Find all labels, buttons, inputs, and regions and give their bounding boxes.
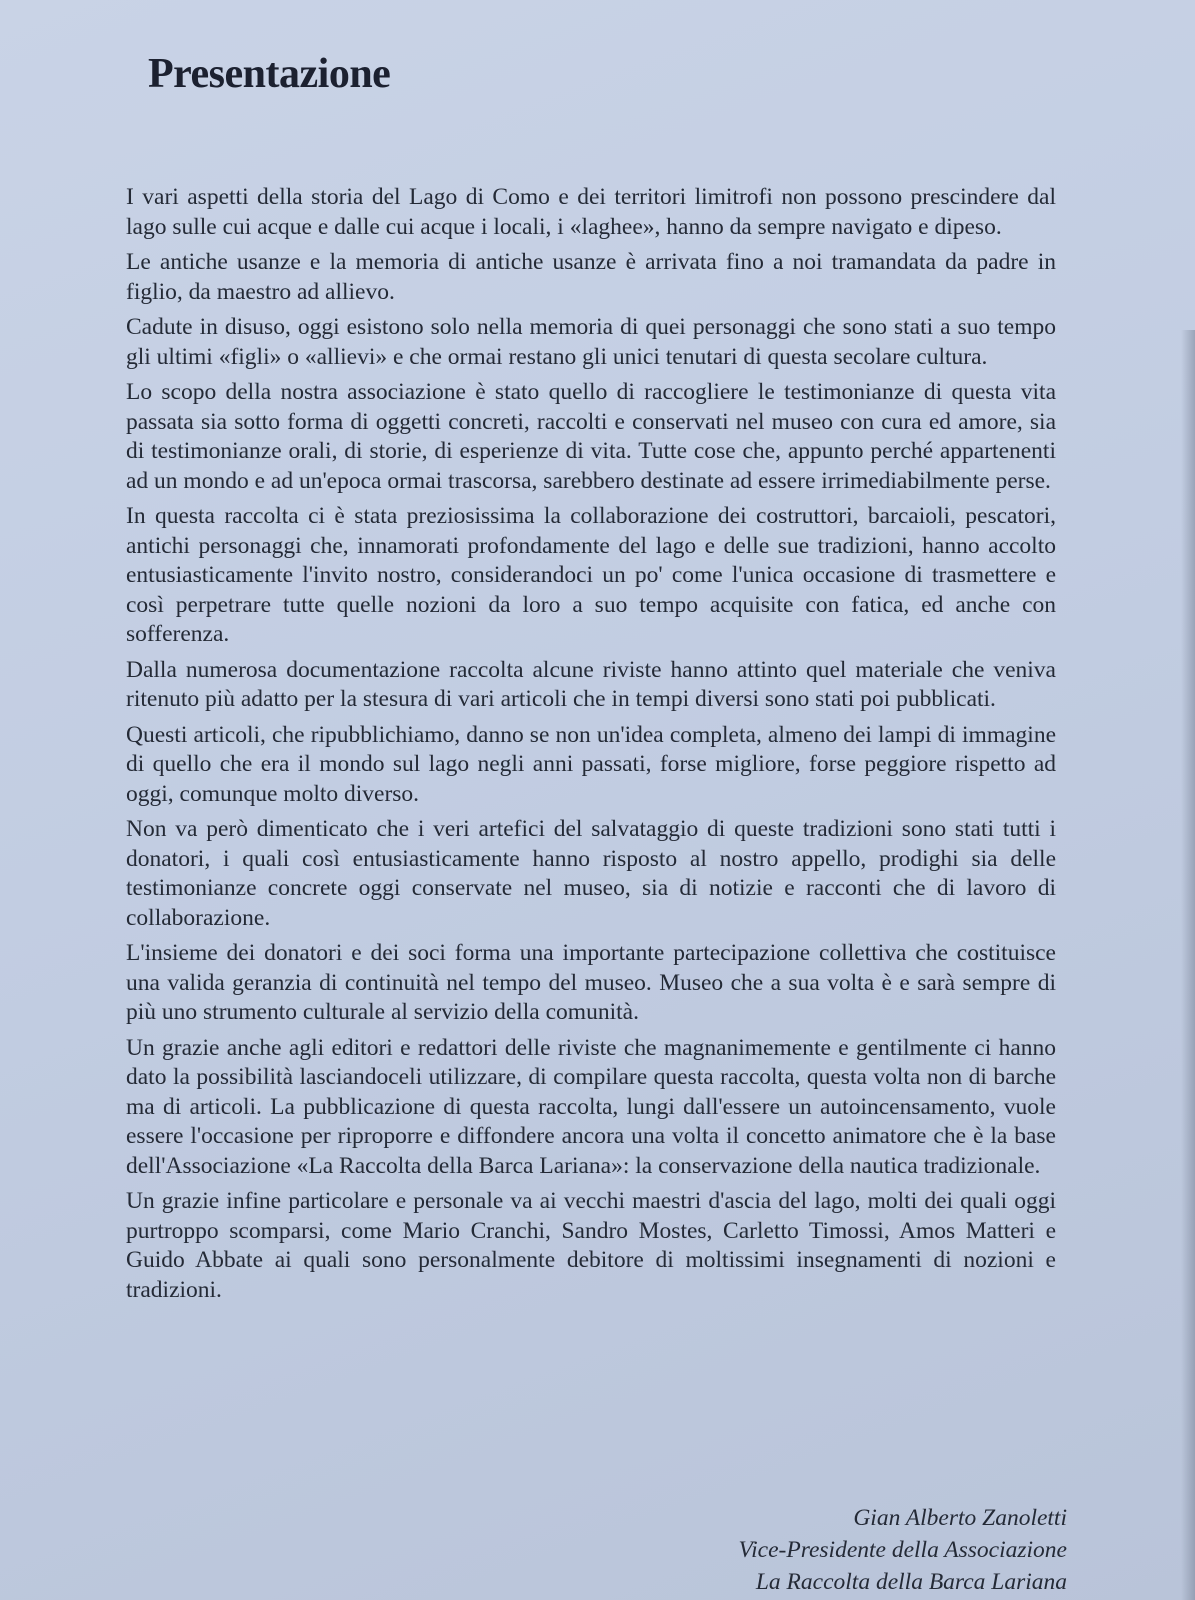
page-title: Presentazione bbox=[148, 51, 391, 97]
paragraph-1: I vari aspetti della storia del Lago di Como e dei territori limitrofi non possono prescindere dal lago sulle cui acque e dalle cui acque i locali, i «laghee», hanno da sempre navigato e dipeso. bbox=[126, 184, 1056, 240]
signature-organization: La Raccolta della Barca Lariana bbox=[755, 1569, 1067, 1595]
paragraph-6: Dalla numerosa documentazione raccolta alcune riviste hanno attinto quel materiale che veniva ritenuto più adatto per la stesura di vari articoli che in tempi diversi sono stati poi pubblicati. bbox=[126, 656, 1056, 712]
paragraph-11: Un grazie infine particolare e personale va ai vecchi maestri d'ascia del lago, molti dei quali oggi purtroppo scomparsi, come Mario Cranchi, Sandro Mostes, Carletto Timossi, Amos Matteri e Guido Abbate ai quali sono personalmente debitore di moltissimi insegnamenti di nozioni e tradizioni. bbox=[126, 1188, 1056, 1303]
presentation-body bbox=[126, 183, 1056, 1311]
paragraph-7: Questi articoli, che ripubblichiamo, danno se non un'idea completa, almeno dei lampi di immagine di quello che era il mondo sul lago negli anni passati, forse migliore, forse peggiore rispetto ad oggi, comunque molto diverso. bbox=[126, 721, 1056, 807]
signature-role: Vice-Presidente della Associazione bbox=[738, 1537, 1067, 1563]
paragraph-5: In questa raccolta ci è stata preziosissima la collaborazione dei costruttori, barcaioli, pescatori, antichi personaggi che, innamorati profondamente del lago e delle sue tradizioni, hanno accolto entusiasticamente l'invito nostro, considerandoci un po' come l'unica occasione di trasmettere e così perpetrare tutte quelle nozioni da loro a suo tempo acquisite con fatica, ed anche con sofferenza. bbox=[126, 503, 1056, 647]
paragraph-8: Non va però dimenticato che i veri artefici del salvataggio di queste tradizioni sono stati tutti i donatori, i quali così entusiasticamente hanno risposto al nostro appello, prodighi sia delle testimonianze concrete oggi conservate nel museo, sia di notizie e racconti che di lavoro di collaborazione. bbox=[126, 816, 1056, 931]
paragraph-2: Le antiche usanze e la memoria di antiche usanze è arrivata fino a noi tramandata da padre in figlio, da maestro ad allievo. bbox=[126, 249, 1056, 305]
signature-name: Gian Alberto Zanoletti bbox=[853, 1505, 1067, 1531]
page-edge-shadow bbox=[1181, 330, 1195, 1600]
paragraph-4: Lo scopo della nostra associazione è stato quello di raccogliere le testimonianze di questa vita passata sia sotto forma di oggetti concreti, raccolti e conservati nel museo con cura ed amore, sia di testimonianze orali, di storie, di esperienze di vita. Tutte cose che, appunto perché appartenenti ad un mondo e ad un'epoca ormai trascorsa, sarebbero destinate ad essere irrimediabilmente perse. bbox=[126, 379, 1056, 494]
paragraph-9: L'insieme dei donatori e dei soci forma una importante partecipazione collettiva che costituisce una valida geranzia di continuità nel tempo del museo. Museo che a sua volta è e sarà sempre di più uno strumento culturale al servizio della comunità. bbox=[126, 940, 1056, 1025]
signature-block bbox=[739, 1502, 1067, 1598]
paragraph-3: Cadute in disuso, oggi esistono solo nella memoria di quei personaggi che sono stati a suo tempo gli ultimi «figli» o «allievi» e che ormai restano gli unici tenutari di questa secolare cultura. bbox=[126, 314, 1056, 370]
paragraph-10: Un grazie anche agli editori e redattori delle riviste che magnanimemente e gentilmente ci hanno dato la possibilità lasciandoceli utilizzare, di compilare questa raccolta, questa volta non di barche ma di articoli. La pubblicazione di questa raccolta, lungi dall'essere un autoincensamento, vuole essere l'occasione per riproporre e diffondere ancora una volta il concetto animatore che è la base dell'Associazione «La Raccolta della Barca Lariana»: la conservazione della nautica tradizionale. bbox=[126, 1034, 1056, 1179]
